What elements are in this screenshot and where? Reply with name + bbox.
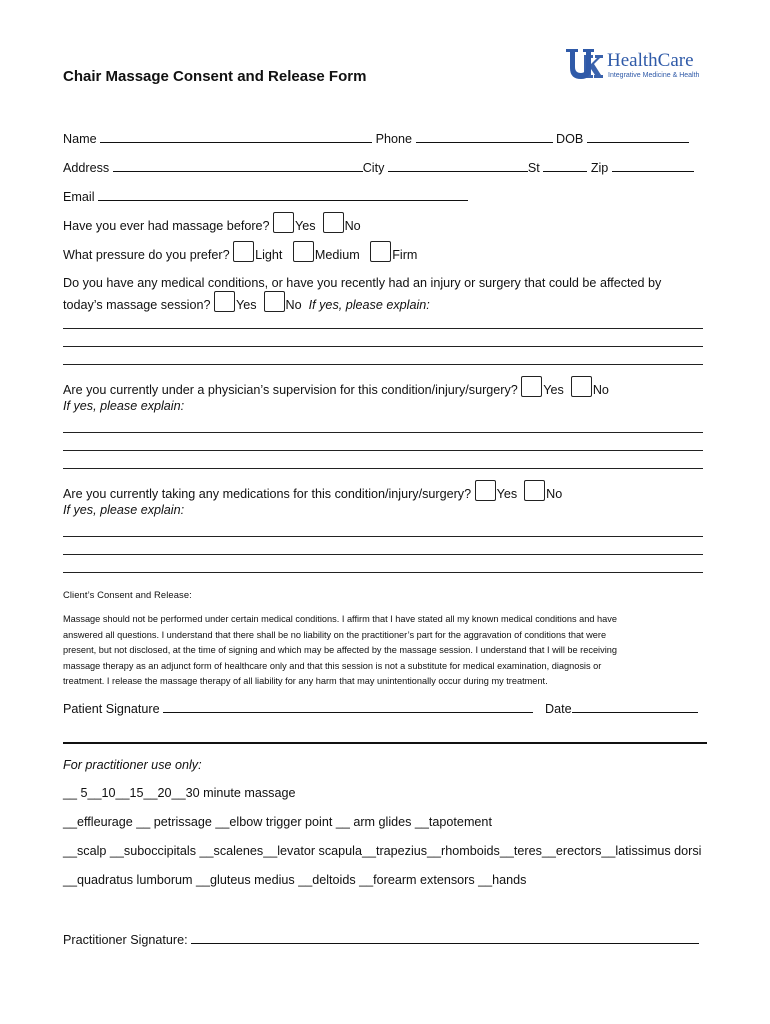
dob-label: DOB bbox=[556, 132, 584, 146]
physician-explain-line-3[interactable] bbox=[63, 468, 703, 469]
phone-label: Phone bbox=[375, 132, 413, 146]
medical-explain-line-2[interactable] bbox=[63, 346, 703, 347]
medical-question-line2: today’s massage session? bbox=[63, 298, 211, 312]
physician-no-label: No bbox=[592, 383, 609, 397]
zip-label: Zip bbox=[590, 161, 609, 175]
medications-explain-line-2[interactable] bbox=[63, 554, 703, 555]
pressure-row bbox=[63, 241, 417, 262]
techniques-line[interactable]: __effleurage __ petrissage __elbow trigger point __ arm glides __tapotement bbox=[63, 815, 492, 829]
patient-signature-field[interactable] bbox=[163, 700, 533, 713]
zip-field[interactable] bbox=[612, 159, 694, 172]
consent-heading: Client’s Consent and Release: bbox=[63, 589, 192, 600]
pressure-firm-checkbox[interactable] bbox=[370, 241, 391, 262]
medications-yes-label: Yes bbox=[496, 487, 518, 501]
name-field[interactable] bbox=[100, 130, 372, 143]
minutes-line[interactable]: __ 5__10__15__20__30 minute massage bbox=[63, 786, 296, 800]
physician-yes-checkbox[interactable] bbox=[521, 376, 542, 397]
physician-no-checkbox[interactable] bbox=[571, 376, 592, 397]
medications-explain-label: If yes, please explain: bbox=[63, 503, 185, 517]
state-field[interactable] bbox=[543, 159, 587, 172]
massage-before-yes-checkbox[interactable] bbox=[273, 212, 294, 233]
pressure-firm-label: Firm bbox=[392, 248, 418, 262]
medications-explain-line-1[interactable] bbox=[63, 536, 703, 537]
medical-yes-label: Yes bbox=[235, 298, 257, 312]
medical-explain-label: If yes, please explain: bbox=[308, 298, 430, 312]
medical-explain-line-1[interactable] bbox=[63, 328, 703, 329]
medications-question-label: Are you currently taking any medications for this condition/injury/surgery? bbox=[63, 487, 472, 501]
city-label: City bbox=[362, 161, 385, 175]
consent-line: present, but not disclosed, at the time of signing and which may be affected by the massage session. I understand that I will be receiving bbox=[63, 645, 617, 655]
patient-signature-row bbox=[63, 700, 533, 716]
address-row bbox=[63, 159, 694, 175]
address-label: Address bbox=[63, 161, 110, 175]
logo-name: HealthCare bbox=[607, 50, 694, 71]
consent-paragraph bbox=[63, 612, 708, 690]
date-field[interactable] bbox=[572, 700, 698, 713]
pressure-medium-checkbox[interactable] bbox=[293, 241, 314, 262]
consent-line: answered all questions. I understand that there shall be no liability on the practitioner’s part for the aggravation of conditions that were bbox=[63, 629, 607, 640]
dob-field[interactable] bbox=[587, 130, 689, 143]
practitioner-heading: For practitioner use only: bbox=[63, 758, 202, 772]
physician-explain-line-1[interactable] bbox=[63, 432, 703, 433]
section-divider bbox=[63, 742, 707, 744]
email-row bbox=[63, 188, 468, 204]
address-field[interactable] bbox=[113, 159, 363, 172]
medical-question-line1: Do you have any medical conditions, or have you recently had an injury or surgery that could be affected by bbox=[63, 276, 662, 290]
muscles-line-2[interactable]: __quadratus lumborum __gluteus medius __deltoids __forearm extensors __hands bbox=[63, 873, 527, 887]
physician-explain-line-2[interactable] bbox=[63, 450, 703, 451]
city-field[interactable] bbox=[388, 159, 528, 172]
consent-line: massage therapy as an adjunct form of healthcare only and that this session is not a substitute for medical examination, diagnosis or bbox=[63, 660, 602, 671]
pressure-label: What pressure do you prefer? bbox=[63, 248, 230, 262]
medications-no-label: No bbox=[546, 487, 563, 501]
medical-question-row bbox=[63, 291, 430, 312]
logo-subtitle: Integrative Medicine & Health bbox=[608, 72, 700, 79]
pressure-light-checkbox[interactable] bbox=[233, 241, 254, 262]
massage-before-no-label: No bbox=[344, 219, 361, 233]
practitioner-signature-label: Practitioner Signature: bbox=[63, 933, 188, 947]
phone-field[interactable] bbox=[416, 130, 553, 143]
massage-before-label: Have you ever had massage before? bbox=[63, 219, 270, 233]
physician-explain-label: If yes, please explain: bbox=[63, 399, 185, 413]
patient-signature-label: Patient Signature bbox=[63, 702, 160, 716]
massage-before-row bbox=[63, 212, 361, 233]
medical-no-checkbox[interactable] bbox=[264, 291, 285, 312]
name-row bbox=[63, 130, 689, 146]
consent-line: Massage should not be performed under certain medical conditions. I affirm that I have stated all my known medical conditions and have bbox=[63, 614, 617, 624]
medications-no-checkbox[interactable] bbox=[524, 480, 545, 501]
practitioner-signature-field[interactable] bbox=[191, 931, 699, 944]
name-label: Name bbox=[63, 132, 97, 146]
physician-yes-label: Yes bbox=[543, 383, 564, 397]
massage-before-yes-label: Yes bbox=[295, 219, 316, 233]
consent-line: treatment. I release the massage therapy of all liability for any harm that may unintentionally occur during my treatment. bbox=[63, 676, 548, 686]
uk-logo-icon bbox=[564, 47, 604, 81]
medical-explain-line-3[interactable] bbox=[63, 364, 703, 365]
page-title: Chair Massage Consent and Release Form bbox=[63, 68, 367, 85]
physician-question-row bbox=[63, 376, 609, 397]
email-field[interactable] bbox=[98, 188, 468, 201]
medical-yes-checkbox[interactable] bbox=[214, 291, 235, 312]
date-row bbox=[545, 700, 698, 716]
medical-no-label: No bbox=[285, 298, 302, 312]
state-label: St bbox=[527, 161, 540, 175]
pressure-medium-label: Medium bbox=[314, 248, 360, 262]
physician-question-label: Are you currently under a physician’s supervision for this condition/injury/surgery? bbox=[63, 383, 518, 397]
email-label: Email bbox=[63, 190, 95, 204]
medications-question-row bbox=[63, 480, 562, 501]
medications-explain-line-3[interactable] bbox=[63, 572, 703, 573]
uk-healthcare-logo bbox=[564, 47, 724, 83]
date-label: Date bbox=[545, 702, 572, 716]
muscles-line-1[interactable]: __scalp __suboccipitals __scalenes__levator scapula__trapezius__rhomboids__teres__erectors__latissimus dorsi bbox=[63, 844, 702, 858]
massage-before-no-checkbox[interactable] bbox=[323, 212, 344, 233]
practitioner-signature-row bbox=[63, 931, 699, 947]
pressure-light-label: Light bbox=[255, 248, 283, 262]
medications-yes-checkbox[interactable] bbox=[475, 480, 496, 501]
